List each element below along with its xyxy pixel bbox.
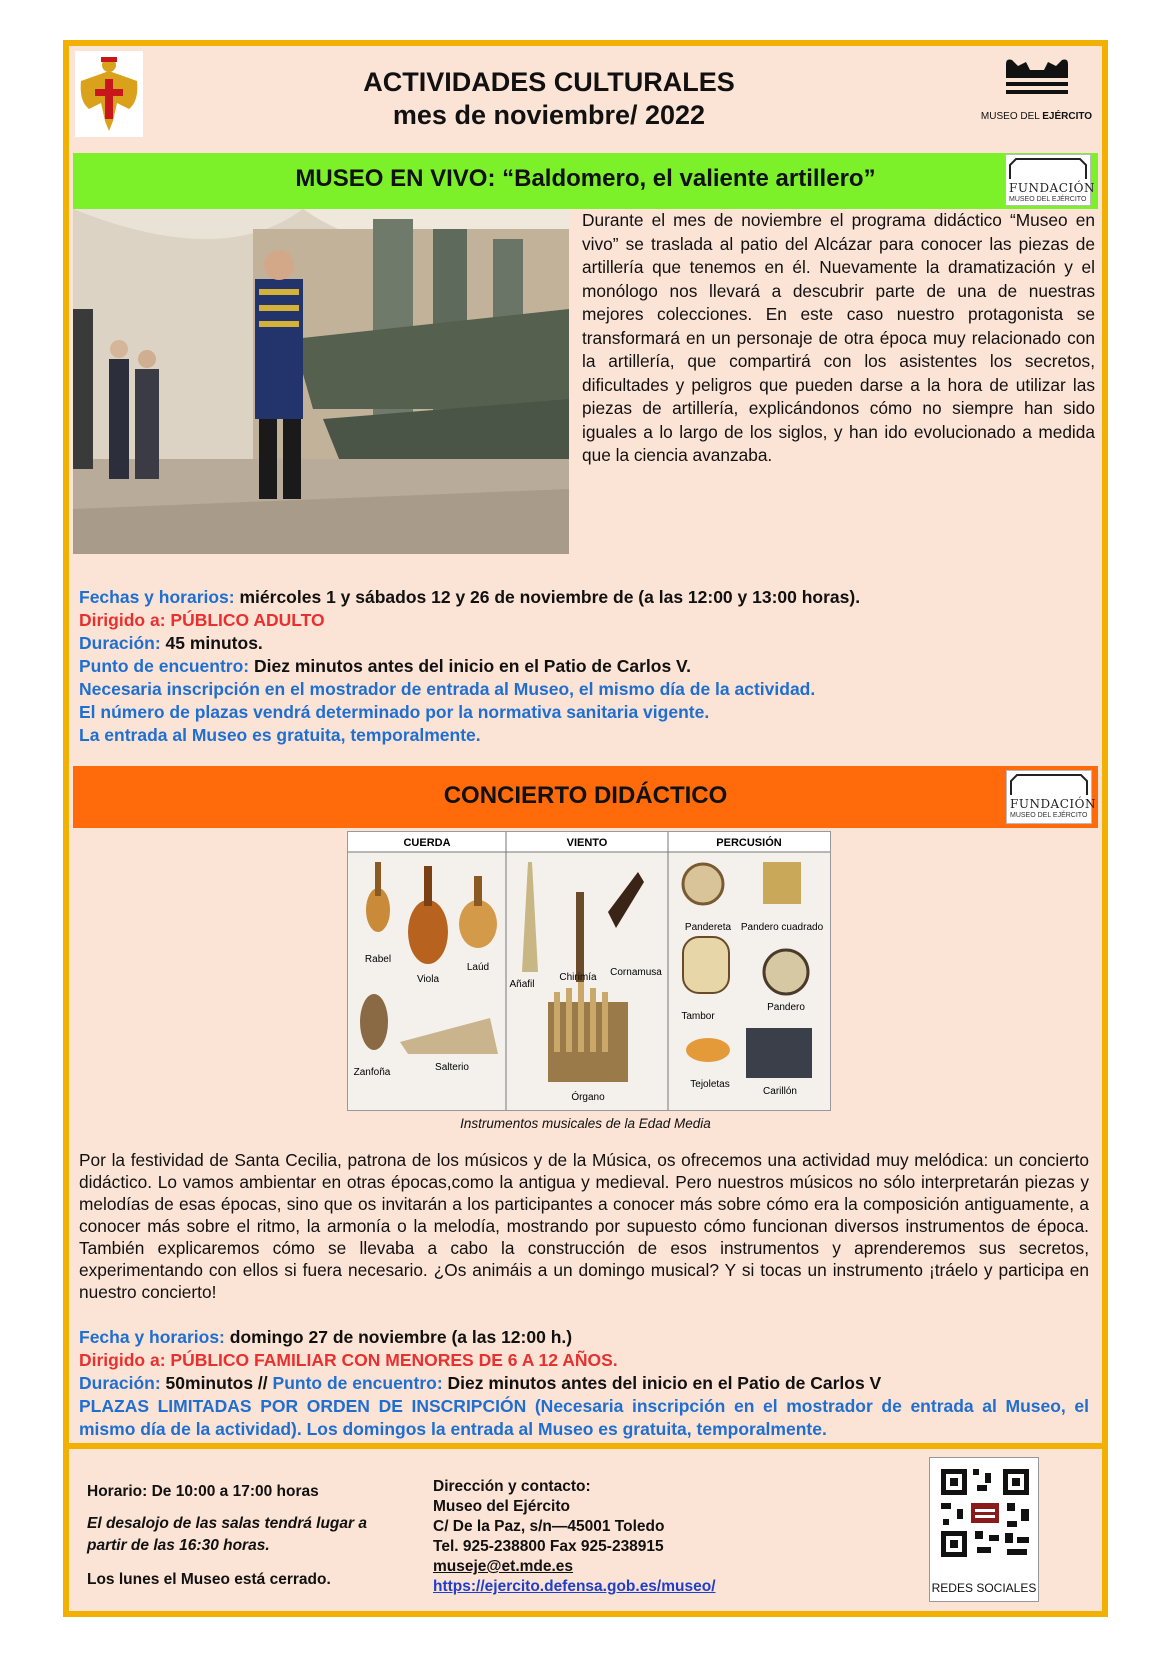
instr-label-pandero-cuadrado: Pandero cuadrado <box>740 922 824 933</box>
contact-phone: Tel. 925-238800 Fax 925-238915 <box>433 1538 664 1555</box>
section2-punto-value: Diez minutos antes del inicio en el Patio de Carlos V <box>442 1373 882 1393</box>
instr-label-cornamusa: Cornamusa <box>610 967 662 978</box>
section1-title: MUSEO EN VIVO: “Baldomero, el valiente artillero” <box>295 165 876 192</box>
section1-note-2: El número de plazas vendrá determinado por la normativa sanitaria vigente. <box>79 702 710 722</box>
instr-label-organo: Órgano <box>571 1092 605 1103</box>
army-crest-icon <box>75 51 143 137</box>
section1-dirigido-value: PÚBLICO ADULTO <box>165 610 325 630</box>
fundacion-roof-icon <box>1006 155 1090 181</box>
header <box>69 46 1102 143</box>
section1-duracion-line <box>79 632 1089 655</box>
contact-address: C/ De la Paz, s/n—45001 Toledo <box>433 1518 665 1535</box>
qr-code[interactable] <box>929 1457 1039 1602</box>
instr-label-tejoletas: Tejoletas <box>690 1079 730 1090</box>
instr-label-rabel: Rabel <box>364 954 392 965</box>
section2-fecha-label: Fecha y horarios: <box>79 1327 225 1347</box>
footer-contact <box>433 1477 763 1597</box>
qr-label: REDES SOCIALES <box>931 1581 1037 1595</box>
section2-info <box>79 1326 1089 1441</box>
museo-en-vivo-photo <box>73 209 569 554</box>
section2-duracion-label: Duración: <box>79 1373 161 1393</box>
page-title <box>269 66 829 132</box>
section1-note-1: Necesaria inscripción en el mostrador de entrada al Museo, el mismo día de la actividad. <box>79 679 816 699</box>
instr-label-salterio: Salterio <box>435 1062 469 1073</box>
section1-dirigido-line <box>79 609 1089 632</box>
museo-ejercito-logo <box>974 56 1099 134</box>
section2-punto-label: Punto de encuentro: <box>267 1373 443 1393</box>
instr-label-pandero: Pandero <box>767 1002 805 1013</box>
section1-duracion-value: 45 minutos. <box>160 633 263 653</box>
section2-duracion-value: 50minutos // <box>160 1373 268 1393</box>
section2-dirigido-value: PÚBLICO FAMILIAR CON MENORES DE 6 A 12 AÑOS. <box>165 1350 618 1370</box>
instr-label-carillon: Carillón <box>763 1086 797 1097</box>
contact-name: Museo del Ejército <box>433 1498 570 1515</box>
fundacion-word-2: FUNDACIÓN <box>1010 797 1096 811</box>
fundacion-logo-2 <box>1006 770 1096 824</box>
footer-hours <box>87 1481 407 1591</box>
footer <box>69 1449 1102 1611</box>
section1-title-band <box>73 153 1098 209</box>
fundacion-word: FUNDACIÓN <box>1009 181 1095 195</box>
instr-header-viento: VIENTO <box>566 837 608 849</box>
instr-label-tambor: Tambor <box>681 1011 715 1022</box>
section2-plazas: PLAZAS LIMITADAS POR ORDEN DE INSCRIPCIÓN (Necesaria inscripción en el mostrador de entrada al Museo, el mismo día de la actividad). Los domingos la entrada al Museo es gratuita, temporalmente. <box>79 1396 1089 1439</box>
section1-duracion-label: Duración: <box>79 633 161 653</box>
fundacion-logo <box>1005 154 1095 206</box>
section1-info <box>79 586 1089 747</box>
section1-fechas-value: miércoles 1 y sábados 12 y 26 de noviembre de (a las 12:00 y 13:00 horas). <box>234 587 861 607</box>
contact-title: Dirección y contacto: <box>433 1478 591 1495</box>
section2-duracion-line <box>79 1372 1089 1395</box>
footer-desalojo: El desalojo de las salas tendrá lugar a partir de las 16:30 horas. <box>87 1515 367 1554</box>
footer-lunes: Los lunes el Museo está cerrado. <box>87 1571 331 1588</box>
qr-code-icon <box>937 1465 1033 1561</box>
logo-caption-a: MUSEO DEL <box>980 111 1043 122</box>
instr-header-percusion: PERCUSIÓN <box>716 837 782 849</box>
fundacion-roof-icon-2 <box>1007 771 1091 797</box>
section1-fechas-line <box>79 586 1089 609</box>
instr-label-pandereta: Pandereta <box>684 922 732 933</box>
instruments-image <box>347 831 831 1111</box>
footer-horario: Horario: De 10:00 a 17:00 horas <box>87 1483 319 1500</box>
museo-logo-caption <box>974 111 1099 122</box>
section1-note-3: La entrada al Museo es gratuita, temporalmente. <box>79 725 481 745</box>
section1-fechas-label: Fechas y horarios: <box>79 587 235 607</box>
section2-dirigido-label: Dirigido a: <box>79 1350 166 1370</box>
section1-description: Durante el mes de noviembre el programa didáctico “Museo en vivo” se traslada al patio del Alcázar para conocer las piezas de artillería que tenemos en él. Nuevamente la dramatización y el monólogo nos llevará a descubrir parte de una de nuestras mejores colecciones. En este caso nuestro protagonista se transformará en un personaje de otra época muy relacionado con la artillería, que compartirá con los asistentes los secretos, dificultades y peligros que pueden darse a la hora de utilizar las piezas de artillería, explicándonos cómo no siempre han sido iguales a lo largo de los siglos, y han ido evolucionado a medida que la ciencia avanzaba. <box>582 210 1095 465</box>
section2-title-band <box>73 766 1098 828</box>
instr-header-cuerda: CUERDA <box>403 837 451 849</box>
section2-title: CONCIERTO DIDÁCTICO <box>443 782 728 809</box>
fundacion-sub-2: MUSEO DEL EJÉRCITO <box>1010 812 1088 819</box>
logo-caption-b: EJÉRCITO <box>1042 111 1093 122</box>
castle-logo-icon <box>1004 56 1070 102</box>
title-line-2: mes de noviembre/ 2022 <box>392 100 706 130</box>
instr-label-anafil: Añafil <box>509 979 535 990</box>
section1-punto-label: Punto de encuentro: <box>79 656 250 676</box>
contact-email-link[interactable]: museje@et.mde.es <box>433 1558 574 1575</box>
section2-description: Por la festividad de Santa Cecilia, patrona de los músicos y de la Música, os ofrecemos una actividad muy melódica: un concierto didáctico. Lo vamos ambientar en otras épocas,como la antigua y medieval. Pero nuestros músicos no sólo interpretarán piezas y melodías de esas épocas, sino que os invitarán a los participantes a conocer más sobre cómo era la composición antiguamente, a conocer más sobre el ritmo, la armonía o la melodía, mostrando por supuesto cómo funcionan diversos instrumentos de época. También explicaremos cómo se llevaba a cabo la construcción de esos instrumentos y aprenderemos sus secretos, experimentando con ellos si fuera necesario. ¿Os animáis a un domingo musical? Y si tocas un instrumento ¡tráelo y participa en nuestro concierto! <box>79 1150 1089 1302</box>
section2-dirigido-line <box>79 1349 1089 1372</box>
title-line-1: ACTIVIDADES CULTURALES <box>363 67 735 97</box>
section1-punto-line <box>79 655 1089 678</box>
fundacion-sub: MUSEO DEL EJÉRCITO <box>1009 196 1087 203</box>
poster-frame <box>63 40 1108 1617</box>
section1-dirigido-label: Dirigido a: <box>79 610 166 630</box>
instr-label-zanfona: Zanfoña <box>353 1067 391 1078</box>
section2-fecha-line <box>79 1326 1089 1349</box>
instr-label-laud: Laúd <box>466 962 490 973</box>
section2-fecha-value: domingo 27 de noviembre (a las 12:00 h.) <box>224 1327 573 1347</box>
instr-label-chirimia: Chirimía <box>559 972 597 983</box>
section1-punto-value: Diez minutos antes del inicio en el Patio de Carlos V. <box>249 656 691 676</box>
contact-url-link[interactable]: https://ejercito.defensa.gob.es/museo/ <box>433 1578 716 1595</box>
instr-label-viola: Viola <box>416 974 440 985</box>
instruments-caption: Instrumentos musicales de la Edad Media <box>460 1116 711 1131</box>
